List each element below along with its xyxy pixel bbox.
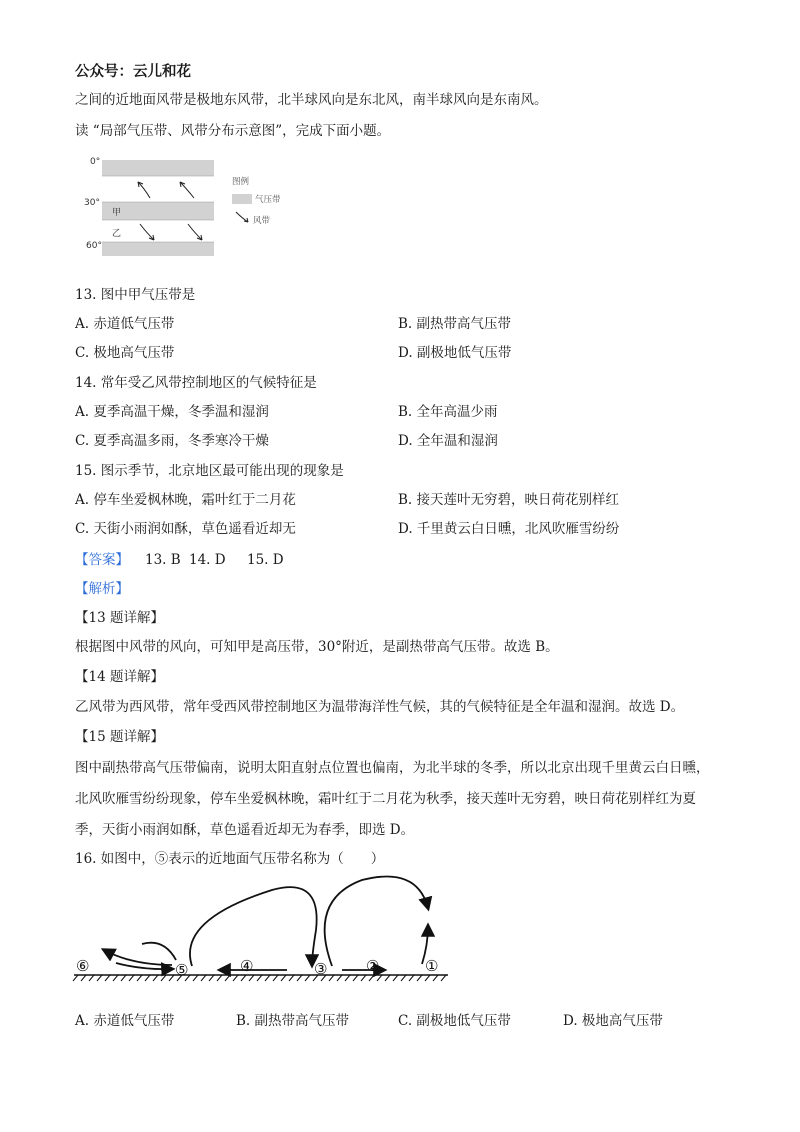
q13-option-a: A. 赤道低气压带 xyxy=(75,316,175,332)
circle-label-3: ③ xyxy=(314,960,328,978)
detail14-title: 【14 题详解】 xyxy=(75,669,164,685)
q16-option-c: C. 副极地低气压带 xyxy=(398,1013,511,1029)
q14-option-d: D. 全年温和湿润 xyxy=(398,433,498,449)
label-yi: 乙 xyxy=(112,229,122,239)
ground-hatching xyxy=(73,975,446,981)
lat-60-label: 60° xyxy=(86,241,102,251)
lat-30-label: 30° xyxy=(84,198,100,208)
pressure-circulation-diagram xyxy=(72,870,452,988)
read-instruction: 读 “局部气压带、风带分布示意图”，完成下面小题。 xyxy=(75,123,391,139)
q16-stem: 16. 如图中，⑤表示的近地面气压带名称为（ ） xyxy=(75,851,385,867)
q16-option-b: B. 副热带高气压带 xyxy=(236,1013,350,1029)
q13-stem: 13. 图中甲气压带是 xyxy=(75,287,196,303)
detail15-title: 【15 题详解】 xyxy=(75,729,164,745)
q16-option-a: A. 赤道低气压带 xyxy=(75,1013,175,1029)
circulation-arrows xyxy=(104,877,428,971)
detail15-line1: 图中副热带高气压带偏南，说明太阳直射点位置也偏南，为北半球的冬季，所以北京出现千里黄云白日曛， xyxy=(75,760,710,776)
q13-option-b: B. 副热带高气压带 xyxy=(398,316,512,332)
detail13-title: 【13 题详解】 xyxy=(75,610,164,626)
pressure-band-top xyxy=(102,160,214,176)
detail13-text: 根据图中风带的风向，可知甲是高压带，30°附近，是副热带高气压带。故选 B。 xyxy=(75,639,559,655)
q13-option-d: D. 副极地低气压带 xyxy=(398,345,512,361)
legend-wind-arrow xyxy=(236,212,248,222)
analysis-tag: 【解析】 xyxy=(75,581,129,597)
detail15-line3: 季，天街小雨润如酥，草色遥看近却无为春季，即选 D。 xyxy=(75,822,415,838)
q14-option-a: A. 夏季高温干燥，冬季温和湿润 xyxy=(75,404,269,420)
pressure-wind-belt-diagram xyxy=(82,154,292,258)
q15-option-c: C. 天街小雨润如酥，草色遥看近却无 xyxy=(75,521,296,537)
q15-option-b: B. 接天莲叶无穷碧，映日荷花别样红 xyxy=(398,492,620,508)
answer-tag: 【答案】 xyxy=(75,552,129,568)
circle-label-1: ① xyxy=(425,957,439,975)
answer-13: 13. B xyxy=(145,552,181,568)
q15-option-a: A. 停车坐爱枫林晚，霜叶红于二月花 xyxy=(75,492,296,508)
label-jia: 甲 xyxy=(112,208,122,218)
lat-0-label: 0° xyxy=(90,157,101,167)
answer-15: 15. D xyxy=(247,552,284,568)
legend-title: 图例 xyxy=(232,177,250,187)
answer-14: 14. D xyxy=(189,552,226,568)
q14-option-b: B. 全年高温少雨 xyxy=(398,404,498,420)
legend-pressure-label: 气压带 xyxy=(255,195,281,205)
circle-label-5: ⑤ xyxy=(175,961,189,979)
legend-pressure-swatch xyxy=(232,194,252,204)
detail15-line2: 北风吹雁雪纷纷现象，停车坐爱枫林晚，霜叶红于二月花为秋季，接天莲叶无穷碧，映日荷花别样红为夏 xyxy=(75,791,696,807)
q15-stem: 15. 图示季节，北京地区最可能出现的现象是 xyxy=(75,463,344,479)
pressure-band-bottom xyxy=(102,242,214,256)
circle-label-2: ② xyxy=(366,957,380,975)
q14-stem: 14. 常年受乙风带控制地区的气候特征是 xyxy=(75,375,317,391)
page-header: 公众号：云儿和花 xyxy=(75,64,191,80)
q16-option-d: D. 极地高气压带 xyxy=(563,1013,663,1029)
legend-wind-label: 风带 xyxy=(253,216,271,226)
detail14-text: 乙风带为西风带，常年受西风带控制地区为温带海洋性气候，其的气候特征是全年温和湿润。故选 D。 xyxy=(75,699,685,715)
intro-line: 之间的近地面风带是极地东风带，北半球风向是东北风，南半球风向是东南风。 xyxy=(75,92,548,108)
circle-label-4: ④ xyxy=(240,957,254,975)
q15-option-d: D. 千里黄云白日曛，北风吹雁雪纷纷 xyxy=(398,521,620,537)
q13-option-c: C. 极地高气压带 xyxy=(75,345,175,361)
circle-label-6: ⑥ xyxy=(76,957,90,975)
q14-option-c: C. 夏季高温多雨，冬季寒冷干燥 xyxy=(75,433,269,449)
